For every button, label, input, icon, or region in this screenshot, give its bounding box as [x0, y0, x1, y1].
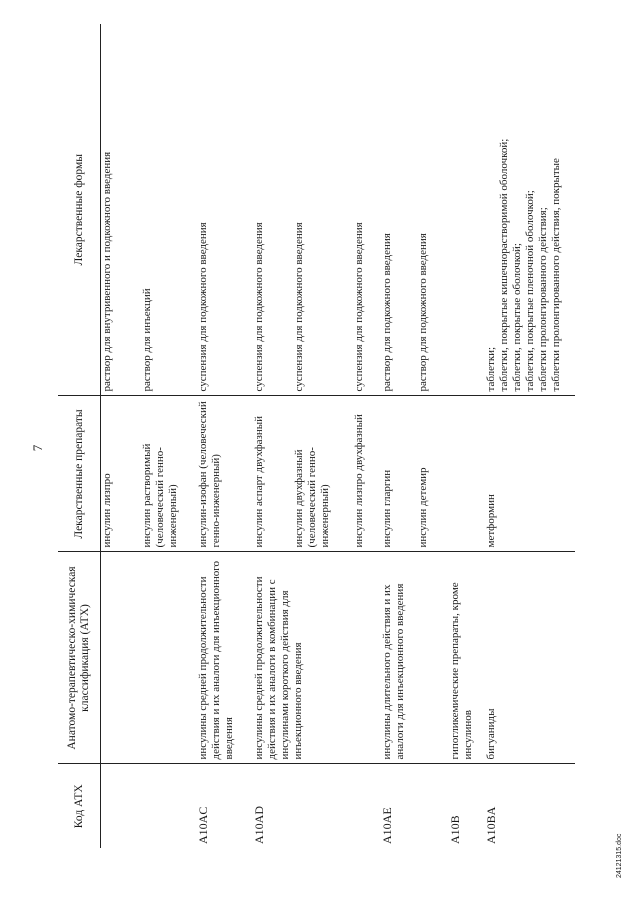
row-code: A10AC [195, 806, 210, 844]
row-classification [141, 552, 197, 764]
row-form: раствор для внутривенного и подкожного введения [101, 24, 141, 396]
row-form: раствор для инъекций [141, 24, 197, 396]
row-code: A10BA [483, 806, 498, 844]
row-code [353, 764, 381, 848]
row-code: A10B [447, 815, 462, 844]
row-preparation: инсулин гларгин [381, 396, 417, 552]
row-preparation: инсулин растворимый (человеческий генно-инженерный) [141, 396, 197, 552]
row-classification: бигуаниды [485, 552, 575, 764]
header-classification: Анатомо-терапевтическо-химическая классификация (АТХ) [58, 552, 101, 764]
row-preparation: инсулин лизпро [101, 396, 141, 552]
row-form: суспензия для подкожного введения [253, 24, 293, 396]
row-classification: инсулины длительного действия и их аналоги для инъекционного введения [381, 552, 449, 764]
page-number: 7 [30, 444, 45, 452]
row-classification: гипогликемические препараты, кроме инсулинов [449, 552, 485, 764]
row-form [449, 24, 485, 396]
row-form: раствор для подкожного введения [417, 24, 449, 396]
rotated-page [30, 18, 630, 878]
header-forms: Лекарственные формы [58, 24, 101, 396]
table-row [253, 24, 293, 848]
row-form: таблетки; таблетки, покрытые кишечнорастворимой оболочкой; таблетки, покрытые оболочкой; таблетки, покрытые пленочной оболочкой; таблетки пролонгированного действия; таблетки пролонгированного действия, покрытые [485, 24, 575, 396]
row-preparation: инсулин-изофан (человеческий генно-инженерный) [197, 396, 253, 552]
row-classification [101, 552, 141, 764]
table-row [101, 24, 141, 848]
row-preparation: инсулин детемир [417, 396, 449, 552]
row-code [417, 764, 449, 848]
row-classification: инсулины средней продолжительности действия и их аналоги в комбинации с инсулинами короткого действия для инъекционного введения [253, 552, 381, 764]
row-preparation: инсулин лизпро двухфазный [353, 396, 381, 552]
row-form: раствор для подкожного введения [381, 24, 417, 396]
row-classification: инсулины средней продолжительности действия и их аналоги для инъекционного введения [197, 552, 253, 764]
row-code [141, 764, 197, 848]
table-row [485, 24, 575, 848]
atx-table [58, 24, 575, 848]
table-row [449, 24, 485, 848]
row-form: суспензия для подкожного введения [293, 24, 353, 396]
row-code [101, 764, 141, 848]
row-preparation: метформин [485, 396, 575, 552]
row-code [293, 764, 353, 848]
table-row [197, 24, 253, 848]
row-preparation: инсулин аспарт двухфазный [253, 396, 293, 552]
row-code: A10AD [251, 806, 266, 844]
table-header-row [58, 24, 101, 848]
row-form: суспензия для подкожного введения [353, 24, 381, 396]
footer-file-label: 24121315.doc [616, 833, 623, 878]
row-preparation [449, 396, 485, 552]
header-code: Код АТХ [58, 764, 101, 848]
row-form: суспензия для подкожного введения [197, 24, 253, 396]
row-code: A10AE [379, 807, 394, 844]
header-preparations: Лекарственные препараты [58, 396, 101, 552]
table-row [141, 24, 197, 848]
table-row [381, 24, 417, 848]
row-preparation: инсулин двухфазный (человеческий генно-инженерный) [293, 396, 353, 552]
